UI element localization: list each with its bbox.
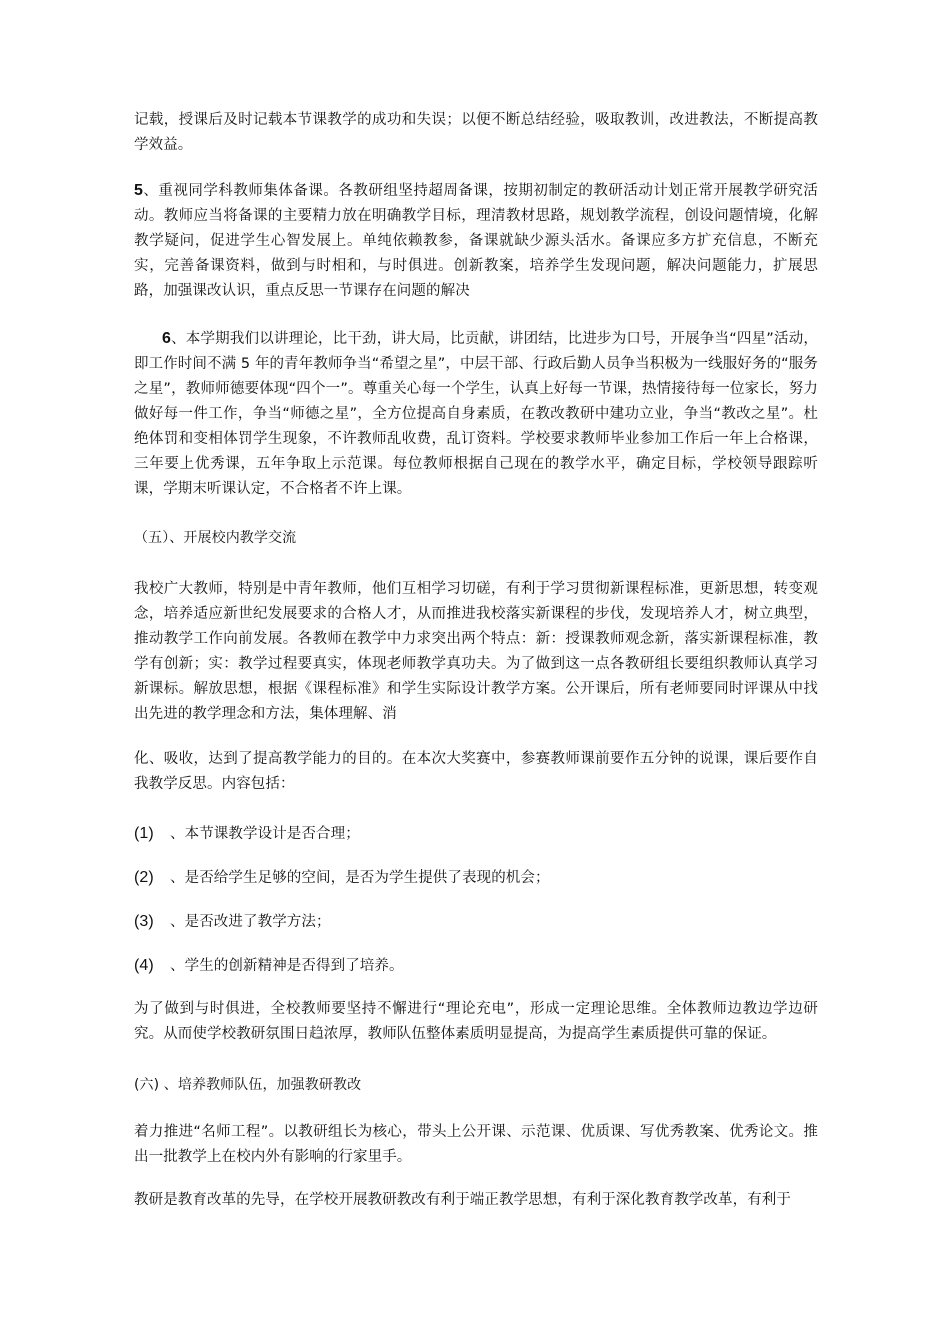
list-item-text: 、本节课教学设计是否合理；: [170, 826, 360, 842]
paragraph-text: 、本学期我们以讲理论，比干劲，讲大局，比贡献，讲团结，比进步为口号，开展争当“四星”活动，即工作时间不满 5 年的青年教师争当“希望之星”，中层干部、行政后勤人员争当积极为一线服好务的“服务之星”，教师师德要体现“四个一”。尊重关心每一个学生，认真上好每一节课，热情接待每一位家长，努力做好每一件工作，争当“师德之星”，全方位提高自身素质，在教改教研中建功立业，争当“教改之星”。杜绝体罚和变相体罚学生现象，不许教师乱收费，乱订资料。学校要求教师毕业参加工作后一年上合格课，三年要上优秀课，五年争取上示范课。每位教师根据自己现在的教学水平，确定目标，学校领导跟踪听课，学期末听课认定，不合格者不许上课。: [134, 331, 818, 497]
paragraph-theory-charging: 为了做到与时俱进，全校教师要坚持不懈进行“理论充电”，形成一定理论思维。全体教师边教边学边研究。从而使学校教研氛围日趋浓厚，教师队伍整体素质明显提高，为提高学生素质提供可靠的保证。: [134, 1001, 818, 1042]
list-item-text: 、是否给学生足够的空间，是否为学生提供了表现的机会；: [170, 870, 550, 886]
list-item-number: (4): [134, 957, 154, 974]
paragraph-teaching-record: 记载，授课后及时记载本节课教学的成功和失误；以便不断总结经验，吸取教训，改进教法，不断提高教学效益。: [134, 112, 818, 153]
document-page: [134, 108, 818, 1213]
paragraph-collective-lesson-prep: [134, 178, 818, 304]
paragraph-research-leads-reform: 教研是教育改革的先导，在学校开展教研教改有利于端正教学思想，有利于深化教育教学改革，有利于: [134, 1192, 791, 1208]
paragraph-teaching-exchange-continued: 化、吸收，达到了提高教学能力的目的。在本次大奖赛中，参赛教师课前要作五分钟的说课，课后要作自我教学反思。内容包括：: [134, 751, 818, 792]
paragraph-four-stars: [134, 326, 818, 502]
paragraph-teaching-exchange: 我校广大教师，特别是中青年教师，他们互相学习切磋，有利于学习贯彻新课程标准，更新思想，转变观念，培养适应新世纪发展要求的合格人才，从而推进我校落实新课程的步伐，发现培养人才，树立典型，推动教学工作向前发展。各教师在教学中力求突出两个特点：新：授课教师观念新，落实新课程标准，教学有创新；实：教学过程要真实，体现老师教学真功夫。为了做到这一点各教研组长要组织教师认真学习新课标。解放思想，根据《课程标准》和学生实际设计教学方案。公开课后，所有老师要同时评课从中找出先进的教学理念和方法，集体理解、消: [134, 581, 818, 722]
list-item: [134, 909, 818, 935]
list-item-number: (2): [134, 869, 154, 886]
paragraph-famous-teacher-project: 着力推进“名师工程”。以教研组长为核心，带头上公开课、示范课、优质课、写优秀教案、优秀论文。推出一批教学上在校内外有影响的行家里手。: [134, 1124, 818, 1165]
section-heading-6: (六) 、培养教师队伍，加强教研教改: [134, 1077, 362, 1093]
list-item-text: 、是否改进了教学方法；: [170, 914, 331, 930]
paragraph-number: 5: [134, 182, 143, 199]
list-item: [134, 821, 818, 847]
list-item: [134, 953, 818, 979]
list-item: [134, 865, 818, 891]
paragraph-text: 、重视同学科教师集体备课。各教研组坚持超周备课，按期初制定的教研活动计划正常开展教学研究活动。教师应当将备课的主要精力放在明确教学目标，理清教材思路，规划教学流程，创设问题情境，化解教学疑问，促进学生心智发展上。单纯依赖教参，备课就缺少源头活水。备课应多方扩充信息，不断充实，完善备课资料，做到与时相和，与时俱进。创新教案，培养学生发现问题，解决问题能力，扩展思路，加强课改认识，重点反思一节课存在问题的解决: [134, 183, 818, 299]
list-item-text: 、学生的创新精神是否得到了培养。: [170, 958, 404, 974]
section-heading-5: （五）、开展校内教学交流: [134, 530, 297, 546]
list-item-number: (1): [134, 825, 154, 842]
list-item-number: (3): [134, 913, 154, 930]
paragraph-number: 6: [162, 330, 171, 347]
